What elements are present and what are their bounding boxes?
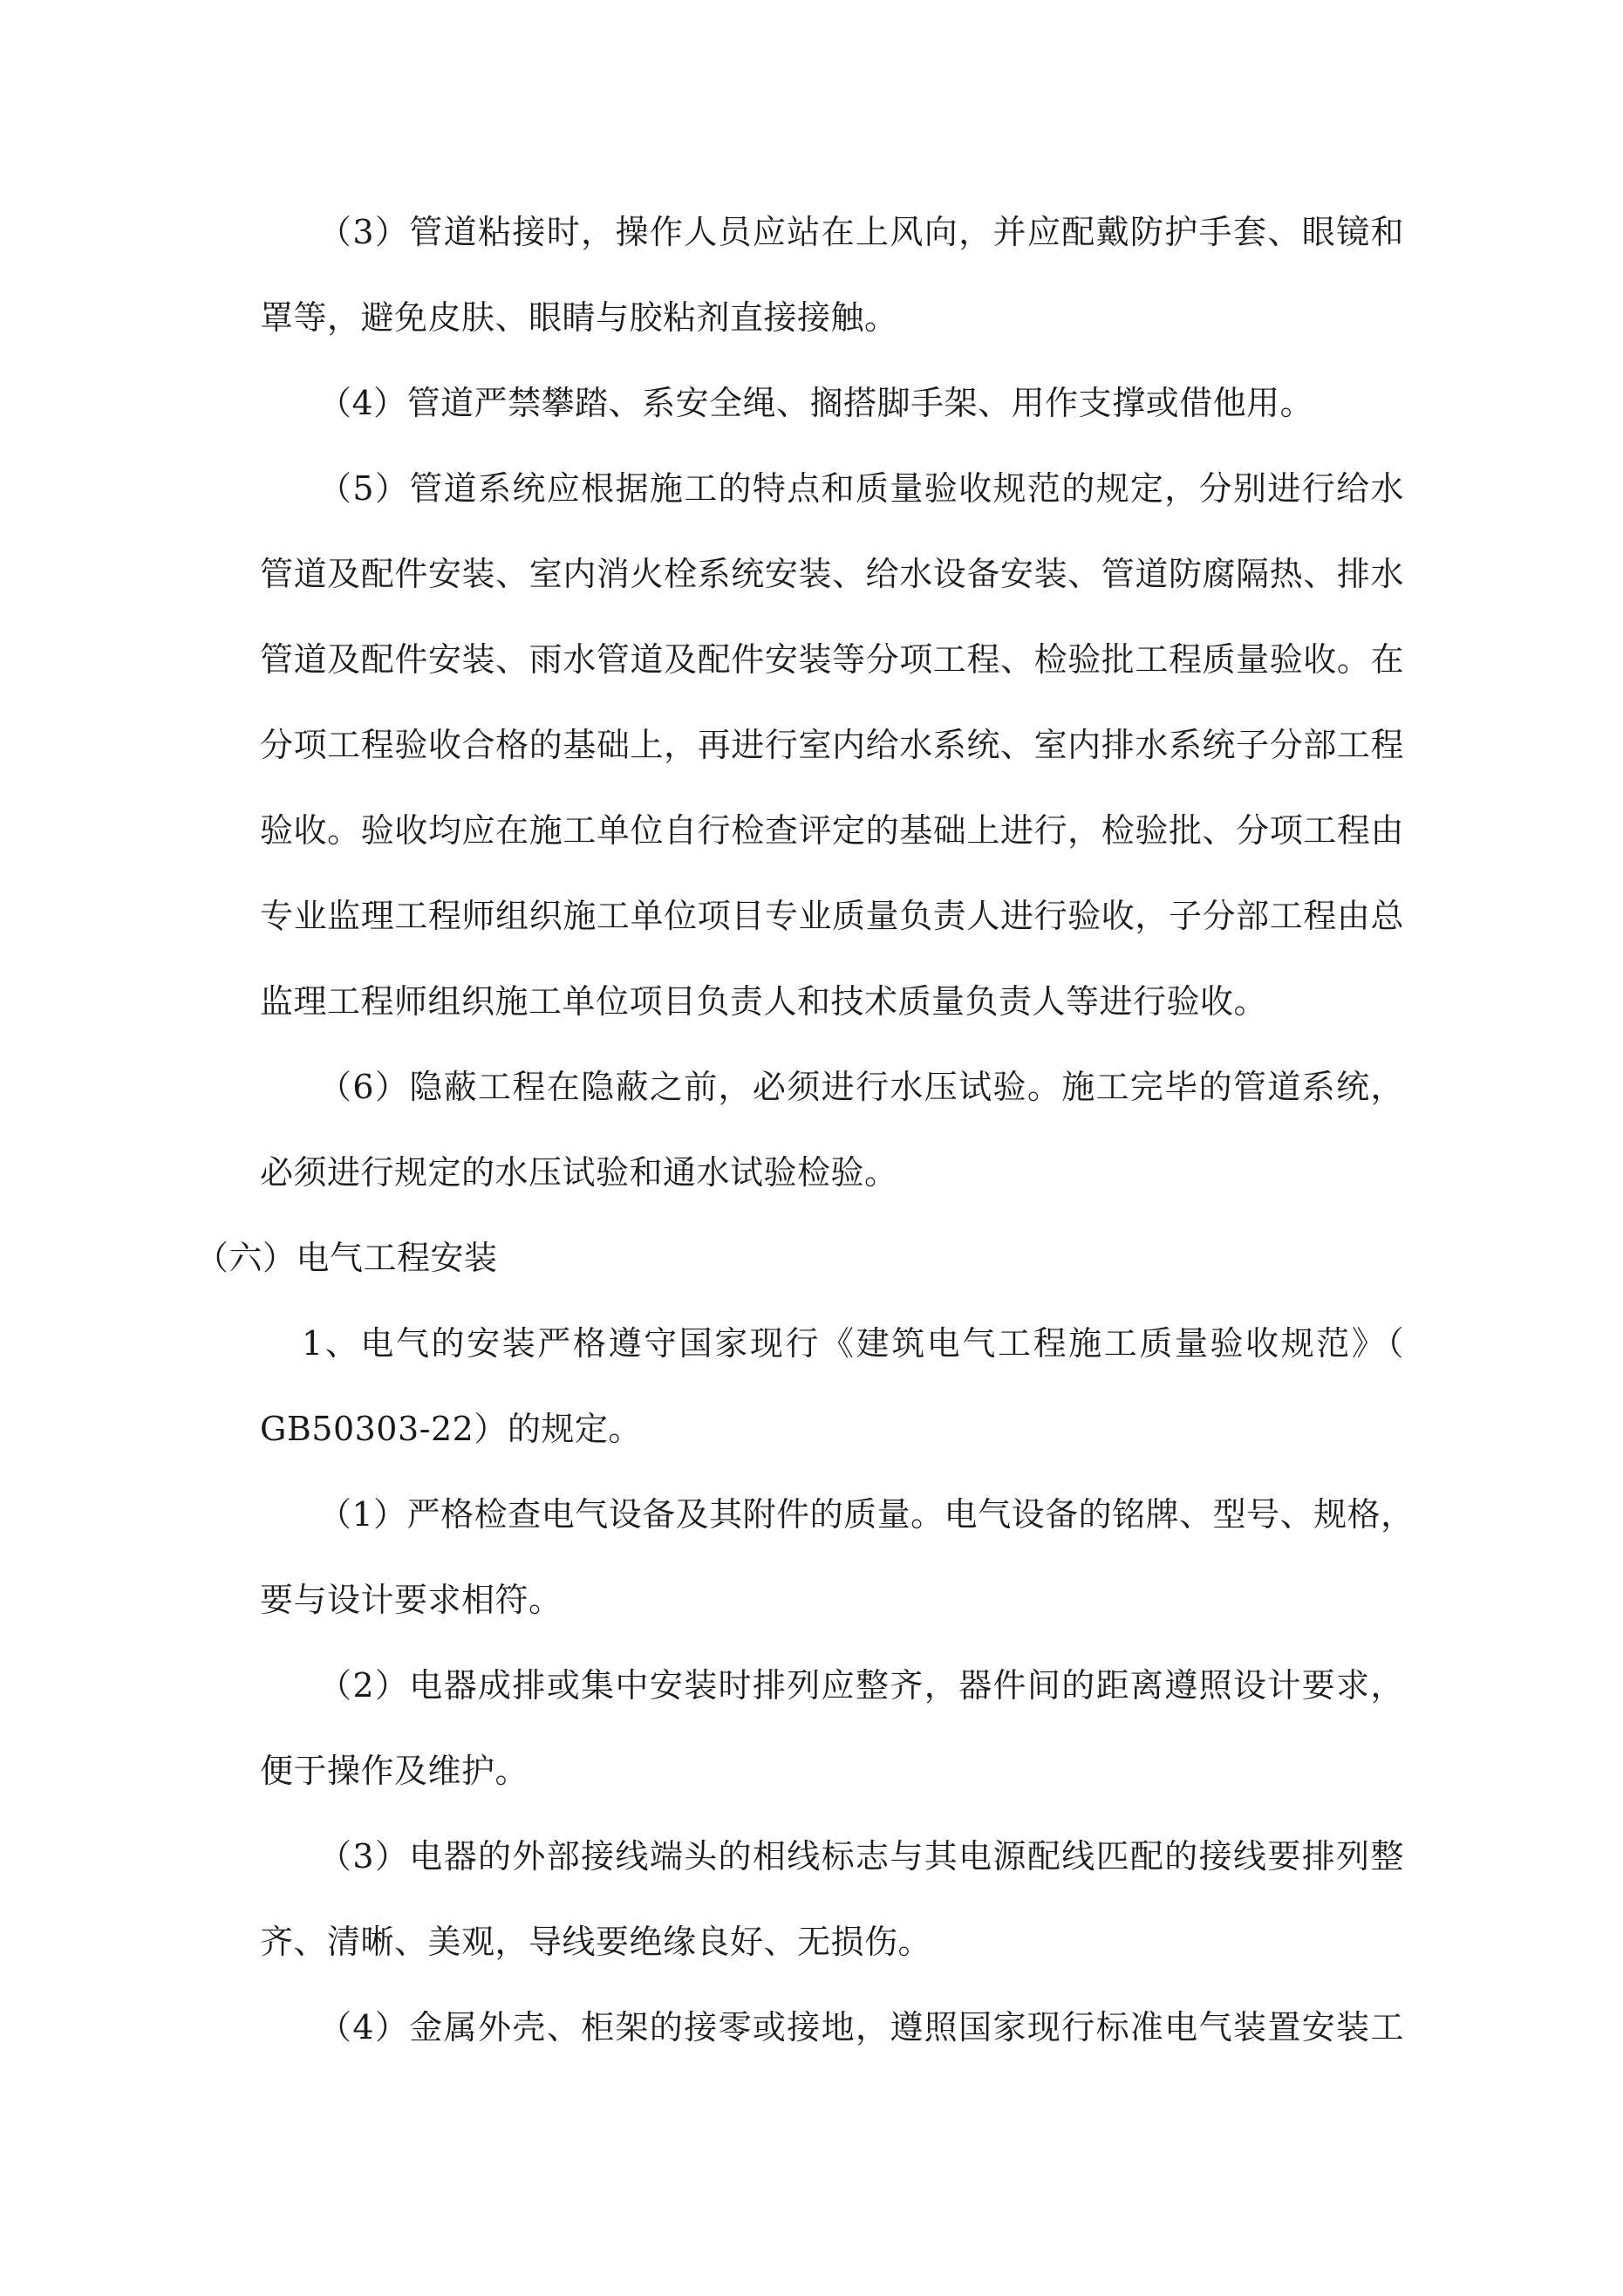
paragraph-line: （6）隐蔽工程在隐蔽之前，必须进行水压试验。施工完毕的管道系统， <box>318 1068 1404 1106</box>
paragraph-line: 便于操作及维护。 <box>260 1752 529 1790</box>
paragraph-line: 要与设计要求相符。 <box>260 1581 563 1619</box>
paragraph-line: 罩等，避免皮肤、眼睛与胶粘剂直接接触。 <box>260 298 898 337</box>
paragraph-line: 齐、清晰、美观，导线要绝缘良好、无损伤。 <box>260 1923 932 1961</box>
paragraph-line: 必须进行规定的水压试验和通水试验检验。 <box>260 1153 898 1192</box>
paragraph-line: GB50303-22）的规定。 <box>260 1410 642 1448</box>
paragraph-line: （3）电器的外部接线端头的相线标志与其电源配线匹配的接线要排列整 <box>318 1837 1404 1876</box>
paragraph-line: （3）管道粘接时，操作人员应站在上风向，并应配戴防护手套、眼镜和 <box>318 213 1404 251</box>
paragraph-line: 监理工程师组织施工单位项目负责人和技术质量负责人等进行验收。 <box>260 982 1268 1021</box>
paragraph-line: （1）严格检查电气设备及其附件的质量。电气设备的铭牌、型号、规格， <box>318 1495 1415 1534</box>
paragraph-line: （2）电器成排或集中安装时排列应整齐，器件间的距离遵照设计要求， <box>318 1666 1404 1705</box>
paragraph-line: 分项工程验收合格的基础上，再进行室内给水系统、室内排水系统子分部工程 <box>260 726 1404 764</box>
section-heading: （六）电气工程安装 <box>195 1239 498 1277</box>
paragraph-line: 管道及配件安装、室内消火栓系统安装、给水设备安装、管道防腐隔热、排水 <box>260 555 1404 593</box>
paragraph-line: 1、电气的安装严格遵守国家现行《建筑电气工程施工质量验收规范》（ <box>302 1324 1404 1363</box>
paragraph-line: 验收。验收均应在施工单位自行检查评定的基础上进行，检验批、分项工程由 <box>260 811 1404 850</box>
paragraph-line: 管道及配件安装、雨水管道及配件安装等分项工程、检验批工程质量验收。在 <box>260 640 1404 679</box>
paragraph-line: 专业监理工程师组织施工单位项目专业质量负责人进行验收，子分部工程由总 <box>260 897 1404 935</box>
paragraph-line: （5）管道系统应根据施工的特点和质量验收规范的规定，分别进行给水 <box>318 469 1404 508</box>
paragraph-line: （4）管道严禁攀踏、系安全绳、搁搭脚手架、用作支撑或借他用。 <box>318 384 1314 422</box>
paragraph-line: （4）金属外壳、柜架的接零或接地，遵照国家现行标准电气装置安装工 <box>318 2008 1404 2047</box>
